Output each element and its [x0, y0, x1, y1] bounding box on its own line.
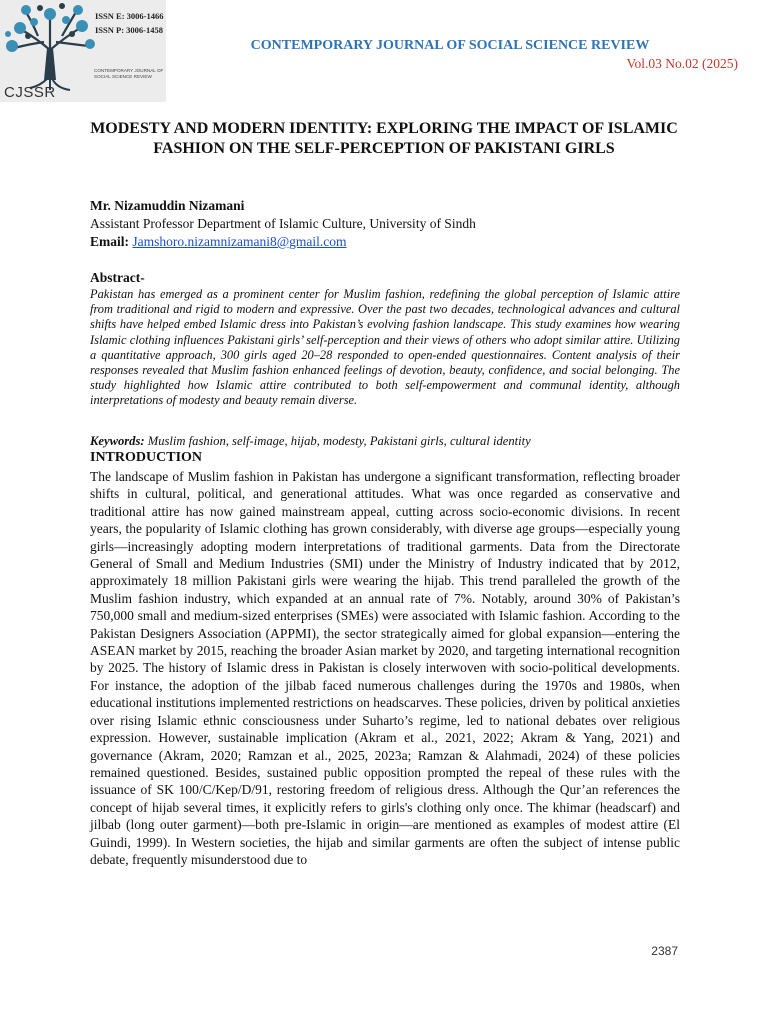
issn-p: ISSN P: 3006-1458: [95, 25, 164, 35]
email-link[interactable]: Jamshoro.nizamnizamani8@gmail.com: [132, 234, 347, 249]
email-line: [90, 234, 680, 250]
abstract-heading: Abstract-: [90, 270, 145, 285]
keywords-label: Keywords:: [90, 434, 145, 448]
journal-title: CONTEMPORARY JOURNAL OF SOCIAL SCIENCE REVIEW: [250, 38, 650, 53]
paper-title: MODESTY AND MODERN IDENTITY: EXPLORING THE IMPACT OF ISLAMIC FASHION ON THE SELF-PERCEPTION OF PAKISTANI GIRLS: [90, 120, 678, 157]
logo-subtext: CONTEMPORARY JOURNAL OF SOCIAL SCIENCE REVIEW: [94, 68, 164, 79]
email-label: Email:: [90, 234, 129, 249]
abstract-text: Pakistan has emerged as a prominent center for Muslim fashion, redefining the global perception of Islamic attire from traditional and rigid to modern and expressive. Over the past two decades, technological advances and cultural shifts have helped embed Islamic dress into Pakistan’s evolving fashion landscape. This study examines how wearing Islamic clothing influences Pakistani girls’ self-perception and their views of others who adopt similar attire. Utilizing a quantitative approach, 300 girls aged 20–28 responded to open-ended questionnaires. Content analysis of their responses revealed that Muslim fashion enhanced feelings of devotion, beauty, confidence, and social belonging. The study highlighted how Islamic attire contributed to both self-empowerment and communal identity, although interpretations of modesty and beauty remain diverse.: [90, 287, 680, 408]
volume-issue: Vol.03 No.02 (2025): [626, 56, 738, 71]
journal-logo: [0, 0, 166, 102]
issn-e: ISSN E: 3006-1466: [95, 11, 164, 21]
page-number: 2387: [651, 944, 678, 958]
author-affiliation: Assistant Professor Department of Islamic Culture, University of Sindh: [90, 216, 476, 231]
author-name: Mr. Nizamuddin Nizamani: [90, 198, 245, 213]
logo-abbreviation: CJSSR: [4, 84, 56, 101]
introduction-heading: INTRODUCTION: [90, 450, 203, 465]
keywords-line: [90, 434, 680, 449]
introduction-text: The landscape of Muslim fashion in Pakistan has undergone a significant transformation, reflecting broader shifts in cultural, political, and generational attitudes. What was once regarded as conservative and traditional attire has now gained mainstream appeal, cutting across socio-economic divisions. In recent years, the popularity of Islamic clothing has grown considerably, with diverse age groups—especially young girls—increasingly adopting modern interpretations of traditional garments. Data from the Directorate General of Small and Medium Industries (SMI) under the Ministry of Industry indicated that by 2012, approximately 18 million Pakistani girls were wearing the hijab. This trend paralleled the growth of the Muslim fashion industry, which expanded at an annual rate of 7%. Notably, around 30% of Pakistan’s 750,000 small and medium-sized enterprises (SMEs) were associated with Islamic fashion. According to the Pakistan Designers Association (APPMI), the sector strategically aimed for global expansion—entering the ASEAN market by 2015, reaching the broader Asian market by 2020, and targeting international recognition by 2025. The history of Islamic dress in Pakistan is closely interwoven with socio-political developments. For instance, the adoption of the jilbab faced numerous challenges during the 1970s and 1980s, when educational institutions implemented restrictions on headscarves. These policies, driven by political anxieties over rising Islamic ethnic consciousness under Suharto’s regime, led to national debates over religious expression. However, sustainable implication (Akram et al., 2021, 2022; Akram & Yang, 2021) and governance (Akram, 2020; Ramzan et al., 2025, 2023a; Ramzan & Alahmadi, 2024) of these policies remained questioned. Besides, sustained public opposition prompted the repeal of these rules with the issuance of SK 100/C/Kep/D/91, restoring freedom of religious dress. Although the Qur’an references the concept of hijab several times, it explicitly refers to girls's clothing only once. The khimar (headscarf) and jilbab (long outer garment)—both pre-Islamic in origin—are mentioned as examples of modest attire (El Guindi, 1999). In Western societies, the hijab and similar garments are often the subject of intense public debate, frequently misunderstood due to: [90, 469, 680, 867]
keywords-list: Muslim fashion, self-image, hijab, modesty, Pakistani girls, cultural identity: [147, 434, 531, 448]
